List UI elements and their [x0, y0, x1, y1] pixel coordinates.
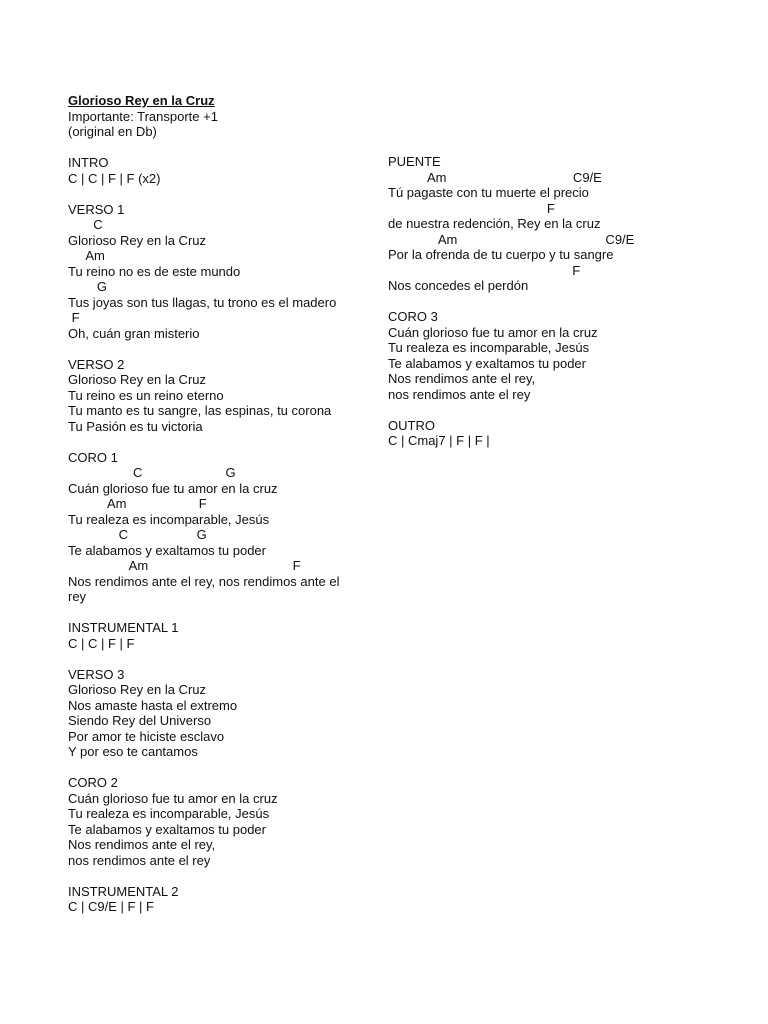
- blank-line: [68, 186, 378, 202]
- lyric-line: Tu manto es tu sangre, las espinas, tu corona: [68, 403, 332, 418]
- note-line: Importante: Transporte +1: [68, 108, 218, 124]
- blank-line: [68, 605, 378, 621]
- lyric-line: Oh, cuán gran misterio: [68, 325, 200, 341]
- lyric-line: Tu realeza es incomparable, Jesús: [68, 511, 270, 527]
- section-heading: VERSO 1: [68, 201, 125, 217]
- right-column: [388, 154, 728, 449]
- blank-line: [68, 434, 378, 450]
- lyric-line: Tu reino es un reino eterno: [68, 387, 224, 403]
- blank-line: [68, 341, 378, 357]
- section-heading: VERSO 3: [68, 666, 125, 682]
- section-heading: CORO 2: [68, 775, 118, 790]
- lyric-line: Nos rendimos ante el rey,: [68, 837, 216, 852]
- section-heading: VERSO 2: [68, 356, 125, 372]
- chord-line: F: [388, 262, 581, 278]
- chord-line: F: [388, 200, 555, 216]
- lyric-line: Cuán glorioso fue tu amor en la cruz: [68, 790, 278, 806]
- chord-line: C G: [68, 465, 236, 480]
- lyric-line: Y por eso te cantamos: [68, 744, 198, 759]
- lyric-line: Tu realeza es incomparable, Jesús: [388, 340, 590, 355]
- lyric-line: Tus joyas son tus llagas, tu trono es el madero: [68, 294, 337, 310]
- blank-line: [68, 651, 378, 667]
- lyric-line: Por la ofrenda de tu cuerpo y tu sangre: [388, 247, 614, 262]
- lyric-line: Glorioso Rey en la Cruz: [68, 682, 206, 697]
- section-heading: CORO 1: [68, 449, 118, 465]
- note-line: (original en Db): [68, 124, 157, 139]
- lyric-line: Glorioso Rey en la Cruz: [68, 372, 206, 387]
- lyric-line: Te alabamos y exaltamos tu poder: [388, 355, 586, 371]
- section-heading: INSTRUMENTAL 1: [68, 620, 179, 635]
- chord-line: C | C | F | F (x2): [68, 170, 161, 186]
- lyric-line: Glorioso Rey en la Cruz: [68, 232, 206, 248]
- blank-line: [68, 140, 378, 156]
- blank-line: [68, 868, 378, 884]
- section-heading: INTRO: [68, 155, 109, 170]
- chord-line: Am C9/E: [388, 169, 602, 185]
- lyric-line: Tu Pasión es tu victoria: [68, 418, 203, 434]
- blank-line: [68, 760, 378, 776]
- left-column: [68, 93, 378, 915]
- lyric-line: Cuán glorioso fue tu amor en la cruz: [68, 480, 278, 496]
- section-heading: INSTRUMENTAL 2: [68, 883, 179, 899]
- section-heading: CORO 3: [388, 309, 438, 324]
- chord-line: C | Cmaj7 | F | F |: [388, 433, 490, 448]
- lyric-line: Nos amaste hasta el extremo: [68, 697, 238, 713]
- lyric-line: Nos concedes el perdón: [388, 278, 529, 293]
- chord-line: C G: [68, 527, 207, 542]
- lyric-line: nos rendimos ante el rey: [68, 852, 211, 868]
- blank-line: [388, 294, 728, 310]
- lyric-line: Por amor te hiciste esclavo: [68, 728, 225, 744]
- lyric-line: Nos rendimos ante el rey, nos rendimos ante el: [68, 573, 340, 589]
- lyric-line: nos rendimos ante el rey: [388, 386, 531, 402]
- section-heading: PUENTE: [388, 154, 441, 169]
- blank-line: [388, 402, 728, 418]
- lyric-line: Siendo Rey del Universo: [68, 713, 212, 728]
- section-heading: OUTRO: [388, 417, 435, 433]
- lyric-line: Te alabamos y exaltamos tu poder: [68, 821, 266, 837]
- lyric-line: Tú pagaste con tu muerte el precio: [388, 185, 589, 200]
- chord-line: Am F: [68, 496, 207, 511]
- lyric-line: Tu realeza es incomparable, Jesús: [68, 806, 270, 821]
- chord-line: C | C | F | F: [68, 635, 135, 651]
- chord-line: Am F: [68, 558, 301, 573]
- lyric-line: de nuestra redención, Rey en la cruz: [388, 216, 601, 231]
- chord-line: F: [68, 310, 80, 325]
- chord-line: C | C9/E | F | F: [68, 899, 154, 914]
- chord-line: Am C9/E: [388, 231, 635, 247]
- lyric-line: Nos rendimos ante el rey,: [388, 371, 536, 386]
- chord-line: G: [68, 279, 108, 294]
- chord-line: C: [68, 217, 103, 232]
- song-title: Glorioso Rey en la Cruz: [68, 93, 215, 108]
- lyric-line: Cuán glorioso fue tu amor en la cruz: [388, 324, 598, 340]
- lyric-line: Tu reino no es de este mundo: [68, 263, 241, 279]
- lyric-line: rey: [68, 589, 87, 604]
- chord-line: Am: [68, 248, 105, 263]
- lyric-line: Te alabamos y exaltamos tu poder: [68, 542, 266, 558]
